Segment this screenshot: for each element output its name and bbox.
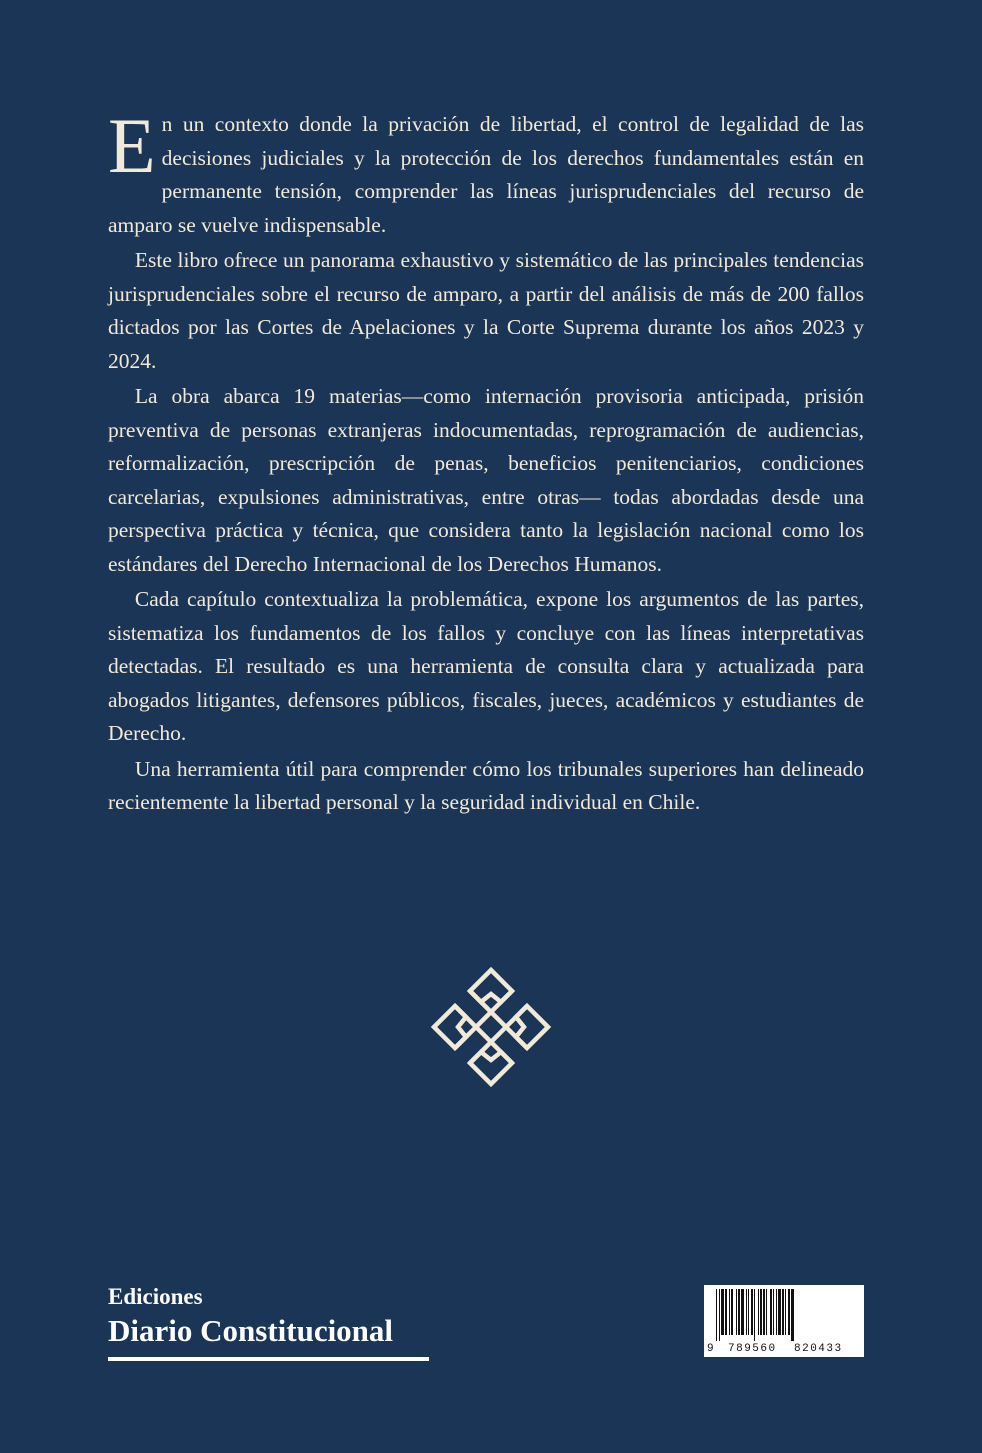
barcode-bar — [778, 1289, 781, 1335]
isbn-barcode — [704, 1285, 864, 1357]
barcode-bar — [788, 1289, 790, 1335]
barcode-bar — [736, 1289, 737, 1335]
barcode-bar — [719, 1289, 720, 1341]
barcode-bar — [785, 1289, 786, 1335]
barcode-bar — [782, 1289, 784, 1335]
quatrefoil-knot-icon — [428, 964, 554, 1090]
barcode-bar — [766, 1289, 767, 1335]
barcode-bar — [725, 1289, 727, 1335]
barcode-first-digit: 9 — [707, 1343, 714, 1355]
barcode-bar — [729, 1289, 730, 1335]
barcode-bar — [748, 1289, 749, 1335]
drop-cap: E — [108, 102, 156, 189]
barcode-left-group: 789560 — [728, 1343, 777, 1355]
barcode-bar — [770, 1289, 772, 1335]
barcode-bars — [704, 1285, 864, 1343]
barcode-bar — [760, 1289, 762, 1335]
barcode-bar — [731, 1289, 733, 1335]
publisher-line-ediciones: Ediciones — [108, 1284, 203, 1309]
barcode-bar — [776, 1289, 777, 1335]
blurb-paragraph-5: Una herramienta útil para comprender cómo los tribunales superiores han delineado recientemente la libertad personal y la seguridad individual en Chile. — [108, 756, 864, 814]
publisher-line-name: Diario Constitucional — [108, 1313, 394, 1348]
barcode-bar — [716, 1289, 717, 1341]
barcode-bar — [738, 1289, 740, 1335]
barcode-bar — [758, 1289, 759, 1335]
blurb-paragraph-4: Cada capítulo contextualiza la problemática, expone los argumentos de las partes, sistematiza los fundamentos de los fallos y concluye con las líneas interpretativas detectadas. El resultado es una herramienta de consulta clara y actualizada para abogados litigantes, defensores públicos, fiscales, jueces, académicos y estudiantes de Derecho. — [108, 587, 864, 745]
publisher-logo — [108, 1283, 429, 1361]
barcode-bar — [773, 1289, 774, 1335]
barcode-bar — [741, 1289, 744, 1335]
barcode-bar — [751, 1289, 753, 1335]
blurb-paragraph-1 — [108, 102, 864, 242]
barcode-bar — [763, 1289, 765, 1335]
blurb-paragraph-2: Este libro ofrece un panorama exhaustivo y sistemático de las principales tendencias jurisprudenciales sobre el recurso de amparo, a partir del análisis de más de 200 fallos dictados por las Cortes de Apelaciones y la Corte Suprema durante los años 2023 y 2024. — [108, 248, 864, 373]
barcode-bar — [746, 1289, 747, 1335]
barcode-right-group: 820433 — [794, 1343, 843, 1355]
barcode-bar — [721, 1289, 724, 1335]
publisher-underline — [108, 1357, 429, 1361]
blurb-paragraph-3: La obra abarca 19 materias—como internación provisoria anticipada, prisión preventiva de personas extranjeras indocumentadas, reprogramación de audiencias, reformalización, prescripción de penas, beneficios penitenciarios, condiciones carcelarias, expulsiones administrativas, entre otras— todas abordadas desde una perspectiva práctica y técnica, que considera tanto la legislación nacional como los estándares del Derecho Internacional de los Derechos Humanos. — [108, 384, 864, 576]
barcode-bar — [754, 1289, 755, 1341]
blurb-paragraph-1-text: n un contexto donde la privación de libertad, el control de legalidad de las decisiones judiciales y la protección de los derechos fundamentales están en permanente tensión, comprender las líneas jurisprudenciales del recurso de amparo se vuelve indispensable. — [108, 112, 864, 237]
barcode-bar — [791, 1289, 794, 1341]
back-cover-blurb — [108, 102, 864, 820]
